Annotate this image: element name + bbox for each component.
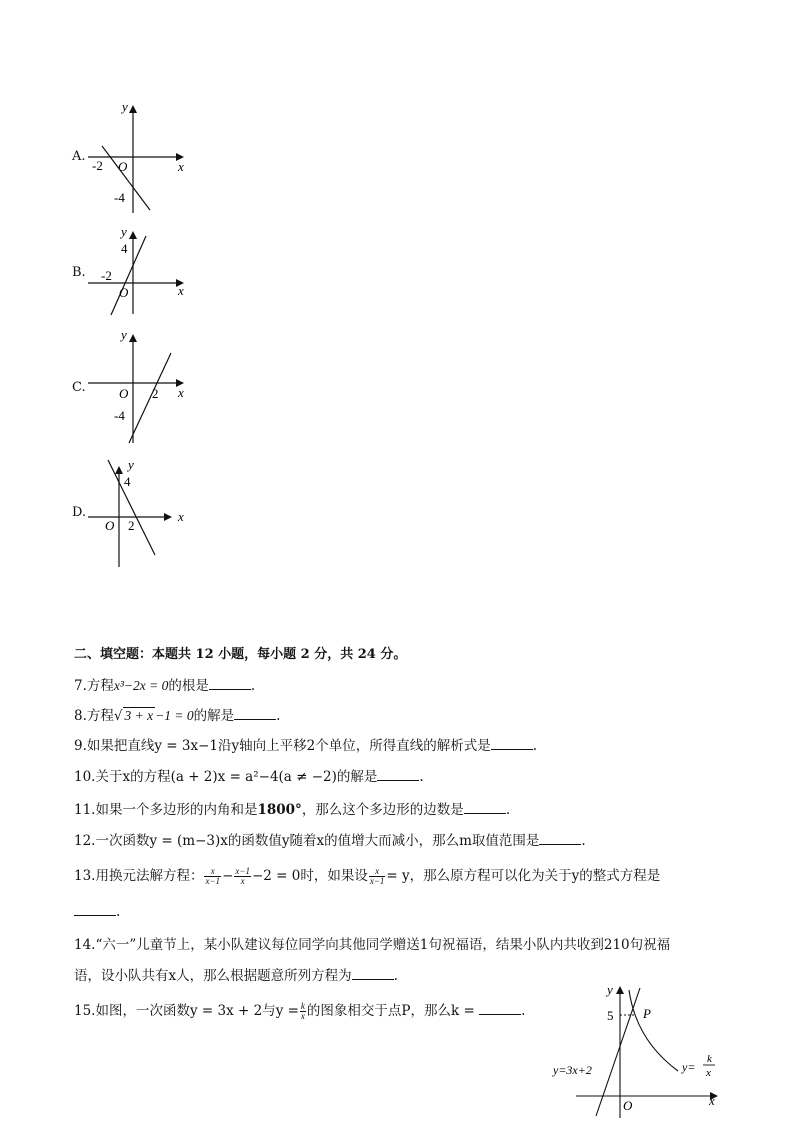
x-axis-label: x <box>178 385 184 400</box>
graph-line <box>129 353 171 443</box>
question-15-figure <box>548 978 728 1120</box>
graph-line <box>111 236 146 315</box>
question-text: 的解是 <box>193 708 235 724</box>
origin-label: O <box>105 518 115 533</box>
question-14-line-1 <box>74 935 670 955</box>
x-axis-label: x <box>178 509 184 524</box>
option-c-label: C. <box>72 380 86 395</box>
question-text: ，那么这个多边形的边数是 <box>301 802 464 818</box>
answer-blank[interactable] <box>74 903 116 916</box>
tick-label: -2 <box>101 268 112 283</box>
hyperbola-curve <box>629 990 678 1071</box>
option-b-graph <box>86 222 196 317</box>
period: . <box>532 738 538 754</box>
fraction: $\frac{x}{x-1}$ <box>205 866 221 886</box>
question-text: = y，那么原方程可以化为关于y的整式方程是 <box>386 868 661 884</box>
tick-label: -4 <box>114 408 125 423</box>
period: . <box>521 1003 526 1019</box>
y-arrow <box>129 105 137 113</box>
graph-line <box>102 146 150 210</box>
question-text: 关于x的方程(a + 2)x = a²−4(a ≠ −2)的解是 <box>95 769 378 785</box>
y-axis-label: y <box>121 224 127 239</box>
question-number: 12. <box>74 833 96 849</box>
y-arrow <box>616 986 624 994</box>
tick-label: -2 <box>92 158 103 173</box>
answer-blank[interactable] <box>539 832 581 845</box>
y-arrow <box>115 466 123 474</box>
period: . <box>419 769 424 785</box>
sqrt-sign: √ <box>113 708 123 724</box>
equation: −1 = 0 <box>155 708 194 723</box>
answer-blank[interactable] <box>491 737 533 750</box>
question-text: 如果把直线y = 3x−1沿y轴向上平移2个单位，所得直线的解析式是 <box>86 738 491 754</box>
y-axis-label: y <box>607 982 613 997</box>
question-number: 11. <box>74 802 96 818</box>
question-10 <box>74 767 424 787</box>
fraction: $\frac{x-1}{x}$ <box>235 866 250 886</box>
x-axis-label: x <box>178 283 184 298</box>
question-text: 如图，一次函数y = 3x + 2与y = <box>95 1003 299 1019</box>
question-number: 15. <box>74 1003 96 1019</box>
origin-label: O <box>119 386 129 401</box>
point-p-label: P <box>643 1006 651 1021</box>
question-number: 7. <box>74 678 87 694</box>
period: . <box>250 678 256 694</box>
graph-line <box>108 460 155 555</box>
tick-label: 4 <box>124 474 131 489</box>
question-number: 14. <box>74 937 96 953</box>
y-arrow <box>129 334 137 342</box>
y-axis-label: y <box>121 327 127 342</box>
question-number: 13. <box>74 868 96 884</box>
question-11 <box>74 800 510 820</box>
curve-label-denominator: x <box>706 1067 711 1079</box>
question-text: 的图象相交于点P，那么k = <box>306 1003 475 1019</box>
fraction: $\frac{x}{x-1}$ <box>369 866 385 886</box>
angle-sum: 1800° <box>257 802 302 818</box>
origin-label: O <box>623 1098 633 1113</box>
y-axis-label: y <box>122 99 128 114</box>
section-title: 二、填空题：本题共 12 小题，每小题 2 分，共 24 分。 <box>74 647 407 662</box>
option-c-graph <box>86 325 196 447</box>
question-number: 10. <box>74 769 96 785</box>
question-text: −2 = 0时，如果设 <box>251 868 368 884</box>
question-text: 语，设小队共有x人，那么根据题意所列方程为 <box>74 968 352 984</box>
minus-sign: − <box>222 868 234 884</box>
question-9 <box>74 736 537 756</box>
line-label: y=3x+2 <box>553 1063 592 1077</box>
tick-label: 2 <box>152 386 159 401</box>
question-7 <box>74 676 255 696</box>
period: . <box>505 802 511 818</box>
curve-label: y= <box>682 1060 696 1074</box>
x-axis-label: x <box>709 1093 715 1108</box>
question-number: 9. <box>74 738 87 754</box>
question-text: 方程 <box>86 678 114 694</box>
question-text: “六一”儿童节上，某小队建议每位同学向其他同学赠送1句祝福语，结果小队内共收到210句祝福 <box>95 937 671 953</box>
question-text: 的根是 <box>168 678 209 694</box>
question-text: 用换元法解方程： <box>95 868 204 884</box>
option-a-graph <box>86 98 196 216</box>
option-d-label: D. <box>72 505 87 520</box>
y-axis-label: y <box>128 457 134 472</box>
origin-label: O <box>118 159 128 174</box>
question-13-answer-line <box>74 902 120 922</box>
curve-label-numerator: k <box>707 1053 712 1065</box>
question-8 <box>74 706 280 726</box>
answer-blank[interactable] <box>479 1002 521 1015</box>
answer-blank[interactable] <box>209 677 251 690</box>
tick-label: -4 <box>114 190 125 205</box>
period: . <box>393 968 398 984</box>
answer-blank[interactable] <box>352 967 394 980</box>
question-number: 8. <box>74 708 87 724</box>
question-12 <box>74 831 586 851</box>
tick-label-5: 5 <box>607 1008 614 1023</box>
question-13 <box>74 866 660 886</box>
option-d-graph <box>86 455 196 570</box>
question-text: 如果一个多边形的内角和是 <box>95 802 258 818</box>
option-a-label: A. <box>72 149 86 164</box>
period: . <box>276 708 281 724</box>
tick-label: 2 <box>128 518 135 533</box>
radicand: 3 + x <box>124 708 154 723</box>
x-axis-label: x <box>178 159 184 174</box>
question-text: 方程 <box>86 708 114 724</box>
fraction: $\frac{k}{x}$ <box>300 1001 305 1021</box>
x-arrow <box>164 513 172 521</box>
answer-blank[interactable] <box>377 768 419 781</box>
answer-blank[interactable] <box>234 707 276 720</box>
question-15 <box>74 1001 525 1021</box>
question-14-line-2 <box>74 966 398 986</box>
answer-blank[interactable] <box>464 801 506 814</box>
option-b-label: B. <box>72 265 86 280</box>
tick-label: 4 <box>121 241 128 256</box>
equation: x³−2x = 0 <box>113 678 169 693</box>
period: . <box>581 833 586 849</box>
origin-label: O <box>119 285 129 300</box>
period: . <box>116 904 121 920</box>
line-y-3x-2 <box>596 988 640 1116</box>
y-arrow <box>129 231 137 239</box>
question-text: 一次函数y = (m−3)x的函数值y随着x的值增大而减小，那么m取值范围是 <box>95 833 540 849</box>
